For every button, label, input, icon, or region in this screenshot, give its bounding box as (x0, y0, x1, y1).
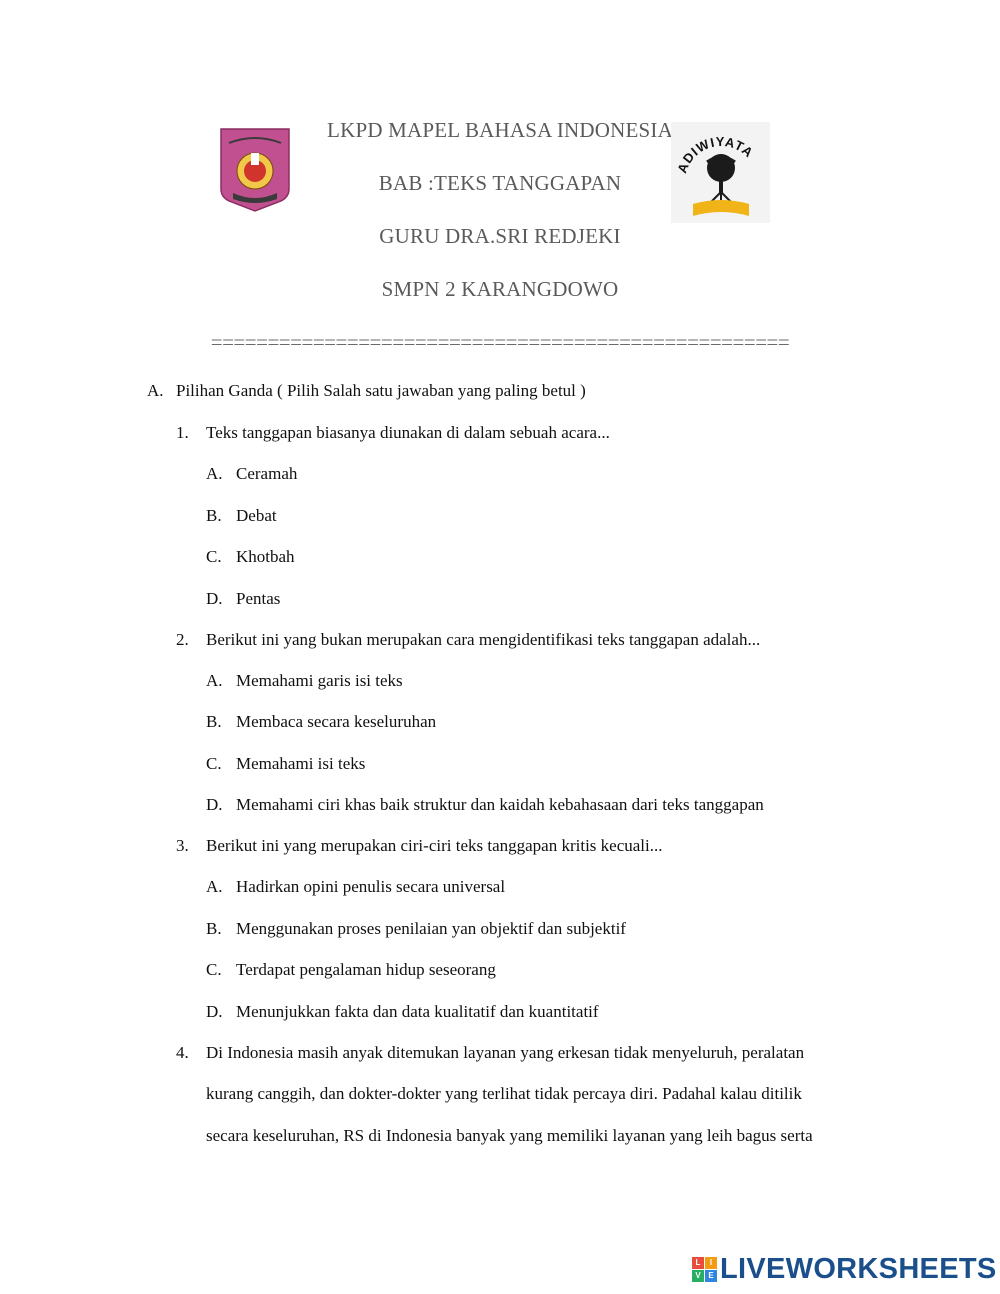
brand-mark-letter: I (705, 1257, 717, 1269)
worksheet-title: LKPD MAPEL BAHASA INDONESIA (327, 118, 673, 142)
question-text-line: kurang canggih, dan dokter-dokter yang terlihat tidak percaya diri. Padahal kalau ditilik (206, 1084, 802, 1103)
chapter-title: BAB :TEKS TANGGAPAN (378, 171, 622, 195)
brand-mark-letter: L (692, 1257, 704, 1269)
question-text-line: secara keseluruhan, RS di Indonesia banyak yang memiliki layanan yang leih bagus serta (206, 1126, 813, 1145)
option-letter: C. (206, 754, 222, 773)
question-number: 2. (176, 630, 189, 649)
option-letter: A. (206, 671, 223, 690)
teacher-name: GURU DRA.SRI REDJEKI (379, 224, 621, 248)
option-letter: B. (206, 712, 222, 731)
option-letter: D. (206, 1002, 223, 1021)
school-crest-logo (219, 127, 291, 213)
liveworksheets-logo-icon (692, 1257, 717, 1282)
option-letter: D. (206, 589, 223, 608)
liveworksheets-brand[interactable] (692, 1252, 997, 1286)
option-letter: A. (206, 877, 223, 896)
option-letter: C. (206, 547, 222, 566)
option-letter: B. (206, 919, 222, 938)
option-text[interactable]: Debat (236, 506, 277, 525)
option-letter: C. (206, 960, 222, 979)
adiwiyata-logo (671, 122, 770, 223)
question-text: Teks tanggapan biasanya diunakan di dalam sebuah acara... (206, 423, 610, 442)
option-letter: A. (206, 464, 223, 483)
option-text[interactable]: Membaca secara keseluruhan (236, 712, 437, 731)
option-text[interactable]: Pentas (236, 589, 281, 608)
brand-mark-letter: V (692, 1270, 704, 1282)
question-text: Berikut ini yang merupakan ciri-ciri teks tanggapan kritis kecuali... (206, 836, 663, 855)
option-text[interactable]: Terdapat pengalaman hidup seseorang (236, 960, 496, 979)
option-text[interactable]: Memahami isi teks (236, 754, 366, 773)
option-letter: B. (206, 506, 222, 525)
section-marker: A. (147, 381, 164, 400)
option-text[interactable]: Memahami garis isi teks (236, 671, 403, 690)
option-text[interactable]: Menggunakan proses penilaian yan objektif dan subjektif (236, 919, 626, 938)
adiwiyata-text: ADIWIYATA (674, 133, 757, 176)
question-text: Berikut ini yang bukan merupakan cara mengidentifikasi teks tanggapan adalah... (206, 630, 761, 649)
separator-line: =================================================== (210, 330, 790, 354)
question-number: 3. (176, 836, 189, 855)
question-text-line: Di Indonesia masih anyak ditemukan layanan yang erkesan tidak menyeluruh, peralatan (206, 1043, 805, 1062)
option-text[interactable]: Menunjukkan fakta dan data kualitatif dan kuantitatif (236, 1002, 599, 1021)
section-title: Pilihan Ganda ( Pilih Salah satu jawaban yang paling betul ) (176, 381, 586, 400)
brand-mark-letter: E (705, 1270, 717, 1282)
option-text[interactable]: Memahami ciri khas baik struktur dan kaidah kebahasaan dari teks tanggapan (236, 795, 764, 814)
brand-text: LIVEWORKSHEETS (720, 1252, 997, 1285)
question-number: 1. (176, 423, 189, 442)
option-text[interactable]: Hadirkan opini penulis secara universal (236, 877, 506, 896)
option-letter: D. (206, 795, 223, 814)
school-name: SMPN 2 KARANGDOWO (381, 277, 619, 301)
option-text[interactable]: Khotbah (236, 547, 295, 566)
option-text[interactable]: Ceramah (236, 464, 298, 483)
question-number: 4. (176, 1043, 189, 1062)
